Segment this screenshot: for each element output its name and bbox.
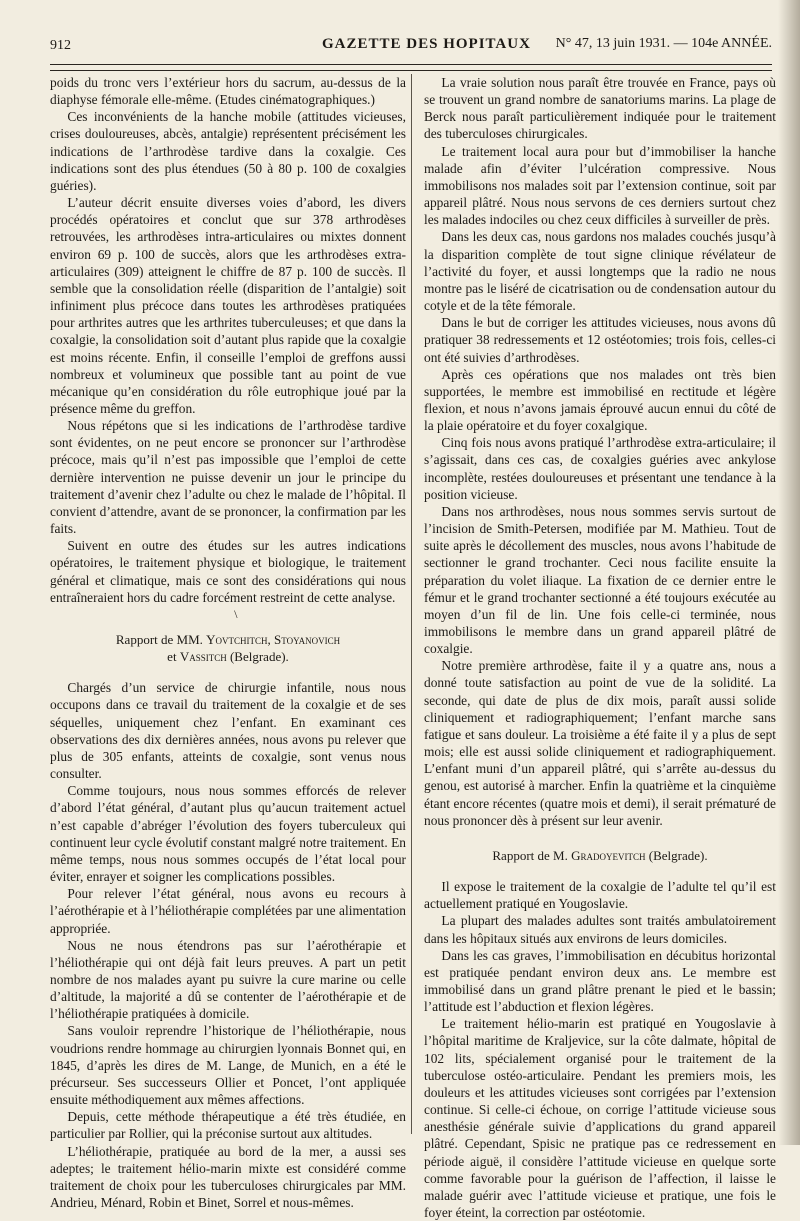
paragraph: Nous ne nous étendrons pas sur l’aérothérapie et l’héliothérapie qui ont déjà fait leurs preuves. A part un petit nombre de nos malades ayant pu suivre la cure marine ou celle d’altitude, la majorité a dû se contenter de l’aérothérapie et de l’héliothérapie pratiquées à domicile. bbox=[50, 937, 406, 1022]
paragraph: Dans les deux cas, nous gardons nos malades couchés jusqu’à la disparition complète de tout signe clinique révélateur de l’activité du foyer, et aussi longtemps que la radio ne nous montre pas le liséré de cicatrisation ou de condensation autour du cotyle et de la tête fémorale. bbox=[424, 229, 776, 314]
paragraph: Depuis, cette méthode thérapeutique a été très étudiée, en particulier par Rollier, qui la préconise surtout aux altitudes. bbox=[50, 1109, 406, 1142]
report-heading-and: et bbox=[167, 649, 180, 665]
page-edge-shadow bbox=[778, 0, 800, 1145]
paragraph: La vraie solution nous paraît être trouvée en France, pays où se trouvent un grand nombre de sanatoriums marins. La plage de Berck nous paraît particulièrement indiquée pour le traitement des tuberculoses chirurgicales. bbox=[424, 75, 776, 142]
report-author: Vassitch bbox=[179, 649, 227, 665]
paragraph: Dans nos arthrodèses, nous nous sommes servis surtout de l’incision de Smith-Petersen, modifiée par M. Mathieu. Tout de suite après le décollement des muscles, nous avons l’habitude de sectionner le grand trochanter. Ceci nous facilite ensuite la préparation du volet iliaque. La fixation de ce dernier entre le fémur et le grand trochanter sectionné a été toujours exécutée au moyen d’un fil de lin. Une fois celle-ci terminée, nous immobilisons le membre dans un grand appareil plâtré de coxalgie. bbox=[424, 503, 776, 657]
issue-info: N° 47, 13 juin 1931. — 104e ANNÉE. bbox=[555, 36, 772, 51]
paragraph: L’héliothérapie, pratiquée au bord de la mer, a aussi ses adeptes; le traitement hélio-marin mixte est considéré comme traitement de choix pour les tuberculoses chirurgicales par MM. Andrieu, Ménard, Robin et Binet, Sorrel et nous-mêmes. bbox=[50, 1143, 406, 1210]
paragraph: Sans vouloir reprendre l’historique de l’héliothérapie, nous voudrions rendre hommage au chirurgien lyonnais Bonnet qui, en 1845, d’après les dires de M. Lange, de Munich, en a été le précurseur. Ses successeurs Ollier et Poncet, l’ont appliquée ensuite méthodiquement aux mêmes affections. bbox=[50, 1023, 406, 1108]
paragraph: Dans les cas graves, l’immobilisation en décubitus horizontal est pratiquée pendant environ deux ans. Le membre est immobilisé dans un grand plâtre prenant le pied et le bassin; l’attitude est l’abduction et flexion légères. bbox=[424, 947, 776, 1015]
paragraph: Nous répétons que si les indications de l’arthrodèse tardive sont évidentes, on ne peut encore se prononcer sur l’arthrodèse précoce, mais qu’il n’est pas impossible que l’emploi de cette dernière intervention ne puisse devenir un jour le principe du traitement d’avenir chez l’adulte ou chez le malade de l’hôpital. Il convient d’attendre, avant de se prononcer, la confirmation par les faits. bbox=[50, 418, 406, 537]
page-header bbox=[50, 28, 772, 65]
paragraph: Chargés d’un service de chirurgie infantile, nous nous occupons dans ce travail du traitement de la coxalgie et de ses séquelles, uniquement chez l’enfant. En examinant ces observations des dix dernières années, nous avons pu relever que plus de 305 enfants, atteints de coxalgie, sont venus nous consulter. bbox=[50, 680, 406, 782]
journal-title: GAZETTE DES HOPITAUX bbox=[322, 36, 531, 52]
left-column bbox=[50, 74, 406, 1211]
report-authors: Yovtchitch, Stoyanovich bbox=[206, 632, 341, 647]
report-author: Gradoyevitch bbox=[571, 847, 646, 863]
right-column bbox=[424, 74, 776, 1221]
report-heading-city: (Belgrade). bbox=[226, 649, 289, 665]
paragraph: La plupart des malades adultes sont traités ambulatoirement dans les hôpitaux situés aux environs de leurs domiciles. bbox=[424, 913, 776, 946]
paragraph: Dans le but de corriger les attitudes vicieuses, nous avons dû pratiquer 38 redressements et 12 ostéotomies; trois fois, celles-ci ont été suivies d’arthrodèses. bbox=[424, 315, 776, 365]
paragraph: poids du tronc vers l’extérieur hors du sacrum, au-dessus de la diaphyse fémorale elle-même. (Etudes cinématographiques.) bbox=[50, 75, 406, 108]
column-divider bbox=[411, 74, 412, 1134]
paragraph: Suivent en outre des études sur les autres indications opératoires, le traitement physique et biologique, le traitement général et climatique, mais ce sont des considérations qui nous entraîneraient hors du cadre forcément restreint de cette analyse. bbox=[50, 538, 406, 605]
page-number: 912 bbox=[50, 38, 71, 53]
report-heading bbox=[50, 631, 406, 665]
paragraph: Le traitement hélio-marin est pratiqué en Yougoslavie à l’hôpital maritime de Kraljevice, sur la côte dalmate, hôpital de 102 lits, spécialement organisé pour le traitement de la tuberculose ostéo-articulaire. Pendant les premiers mois, les douleurs et les attitudes vicieuses sont corrigées par l’extension continue. Si celle-ci échoue, on corrige l’attitude vicieuse sous anesthésie générale suivie d’applications du grand appareil plâtré. Cependant, Spisic ne pratique pas ce redressement en période aiguë, il considère l’attitude vicieuse en quelque sorte comme favorable pour la guérison de l’affection, il laisse le malade guérir avec l’attitude vicieuse et pratique, une fois le foyer éteint, la correction par ostéotomie. bbox=[424, 1016, 776, 1220]
paragraph: Cinq fois nous avons pratiqué l’arthrodèse extra-articulaire; il s’agissait, dans ces cas, de coxalgies guéries avec ankylose incomplète, restées douloureuses et présentant une tendance à la position vicieuse. bbox=[424, 435, 776, 502]
paragraph: Il expose le traitement de la coxalgie de l’adulte tel qu’il est actuellement pratiqué en Yougoslavie. bbox=[424, 879, 776, 912]
header-rule bbox=[50, 70, 772, 71]
report-heading-prefix: Rapport de MM. bbox=[115, 632, 207, 647]
paragraph: Après ces opérations que nos malades ont très bien supportées, le membre est immobilisé en rectitude et légère flexion, et nous n’avons jamais éprouvé aucun ennui du côté de la plaie opératoire et du foyer coxalgique. bbox=[424, 366, 776, 434]
paragraph: Notre première arthrodèse, faite il y a quatre ans, nous a donné toute satisfaction au point de vue de la solidité. La seconde, qui date de plus de dix mois, paraît aussi solide cliniquement et radiographiquement; l’enfant marche sans fatigue et sans douleur. La troisième a été faite il y a plus de sept mois; elle est aussi solide cliniquement et radiographiquement. L’enfant muni d’un appareil plâtré, qui s’arrête au-dessus du genou, est autorisé à marcher. Enfin la quatrième et la cinquième étant encore récentes (quatre mois et demi), il serait prématuré de nous prononcer dès à présent sur leur avenir. bbox=[424, 658, 776, 828]
paragraph: L’auteur décrit ensuite diverses voies d’abord, les divers procédés opératoires et conclut que sur 378 arthrodèses retrouvées, les arthrodèses intra-articulaires ou mixtes donnent environ 69 p. 100 de succès, alors que les arthrodèses extra-articulaires (309) atteignent le chiffre de 87 p. 100 de succès. Il semble que la consolidation réelle (disparition de l’antalgie) soit infiniment plus précoce dans toutes les arthrodèses pratiquées pour arthrites autres que les arthrites tuberculeuses; et que dans la coxalgie, la consolidation soit d’autant plus rapide que la coxalgie est moins récente. Enfin, il conseille l’emploi de greffons aussi nombreux et volumineux que possible tant au point de vue mécanique qu’en considération du rôle eutrophique joué par la présence même du greffon. bbox=[50, 195, 406, 416]
paragraph: Comme toujours, nous nous sommes efforcés de relever d’abord l’état général, d’autant plus qu’aucun traitement actuel n’est capable d’abréger l’évolution des foyers tuberculeux qui continuent leur cycle évolutif constant malgré notre traitement. En même temps, nous nous sommes occupés de l’état local pour éviter, enrayer et soigner les complications possibles. bbox=[50, 783, 406, 885]
report-heading bbox=[424, 847, 776, 864]
paragraph: Pour relever l’état général, nous avons eu recours à l’aérothérapie et à l’héliothérapie complétées par une alimentation appropriée. bbox=[50, 886, 406, 936]
report-heading-city: (Belgrade). bbox=[645, 847, 708, 863]
report-heading-prefix: Rapport de M. bbox=[492, 847, 572, 863]
paragraph: Ces inconvénients de la hanche mobile (attitudes vicieuses, crises douloureuses, abcès, antalgie) représentent précisément les indications de l’arthrodèse tardive dans la coxalgie. Ces indications sont des plus étendues (50 à 80 p. 100 de coxalgies guéries). bbox=[50, 109, 406, 193]
separator-mark: \ bbox=[234, 606, 238, 621]
paragraph: Le traitement local aura pour but d’immobiliser la hanche malade afin d’éviter l’ulcération compressive. Nous immobilisons nos malades soit par l’extension continue, soit par appareil plâtré. Nous nous servons de ces derniers surtout chez les malades indociles ou chez ceux difficiles à surveiller de près. bbox=[424, 143, 776, 228]
